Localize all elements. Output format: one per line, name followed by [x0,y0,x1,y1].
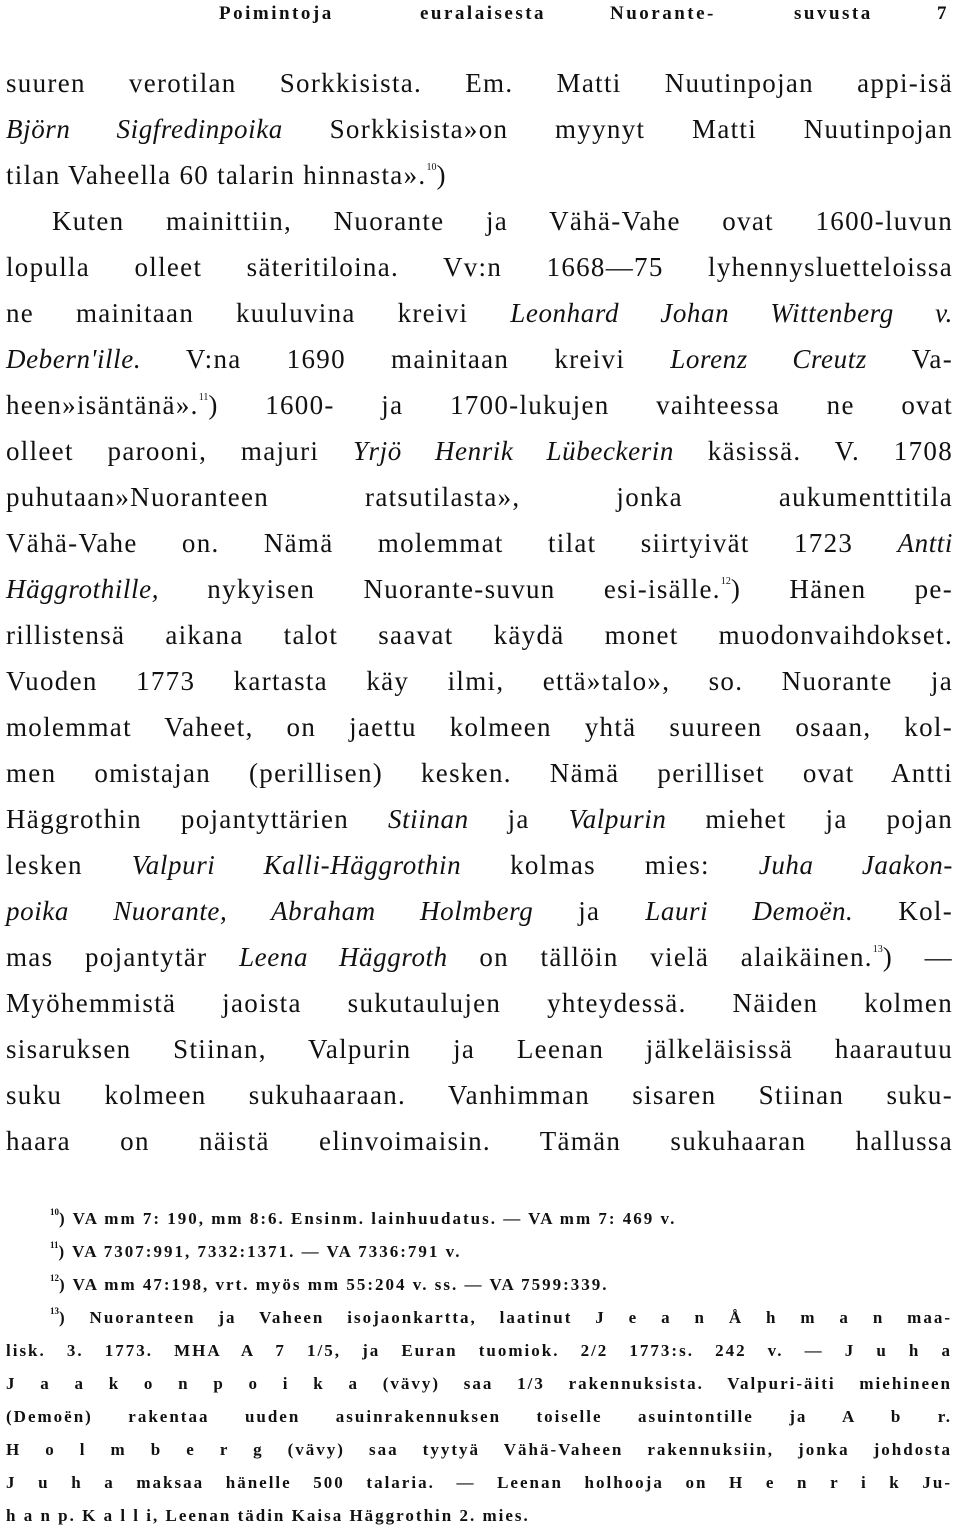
text-run: käsissä. V. 1708 [674,436,953,466]
text-run: Leena Häggroth [239,942,448,972]
footnote-line [0,1202,960,1235]
text-line [0,1026,960,1072]
text-run: poika Nuorante, Abraham Holmberg [6,896,534,926]
text-line [0,382,960,428]
footnote-line [0,1466,960,1499]
text-run: (Demoën) rakentaa uuden asuinrakennuksen toiselle asuintontille ja A b r. [6,1407,952,1426]
footnote-line [0,1400,960,1433]
text-run: men omistajan (perillisen) kesken. Nämä perilliset ovat Antti [6,758,953,788]
text-run: ) Hänen pe- [730,574,954,604]
text-run: Valpuri Kalli-Häggrothin [131,850,462,880]
footnote-ref: 11 [50,1240,59,1250]
text-run: sisaruksen Stiinan, Valpurin ja Leenan jälkeläisissä haarautuu [6,1034,953,1064]
text-run: Stiinan [387,804,469,834]
footnotes [0,1202,960,1532]
text-line [0,888,960,934]
text-run: Häggrothin pojantyttärien [6,804,388,834]
text-run: lisk. 3. 1773. MHA A 7 1/5, ja Euran tuomiok. 2/2 1773:s. 242 v. — J u h a [6,1341,952,1360]
header-word-4: suvusta [794,3,873,24]
text-run: ) VA 7307:991, 7332:1371. — VA 7336:791 v. [58,1242,462,1261]
text-run: ja [468,804,569,834]
running-header [0,0,960,30]
text-line [0,612,960,658]
text-run: Myöhemmistä jaoista sukutaulujen yhteydessä. Näiden kolmen [6,988,953,1018]
text-run: Kuten mainittiin, Nuorante ja Vähä-Vahe ovat 1600-luvun [52,206,953,236]
text-run: heen»isäntänä». [6,390,199,420]
text-line [0,1118,960,1164]
text-line [0,704,960,750]
text-run: mas pojantytär [6,942,240,972]
header-word-2: euralaisesta [420,3,547,24]
text-line [0,474,960,520]
text-line [0,336,960,382]
text-run: Juha Jaakon- [758,850,953,880]
text-run: Vuoden 1773 kartasta käy ilmi, että»talo», so. Nuorante ja [6,666,953,696]
text-run: ja [533,896,646,926]
text-line [0,60,960,106]
text-line [0,658,960,704]
text-run: J a a k o n p o i k a (vävy) saa 1/3 rakennuksista. Valpuri-äiti miehineen [6,1374,952,1393]
header-word-1: Poimintoja [219,3,334,24]
text-run: Debern'ille. [6,344,142,374]
footnote-ref: 13 [50,1306,59,1316]
text-line [0,842,960,888]
text-run: J u h a maksaa hänelle 500 talaria. — Leenan holhooja on H e n r i k Ju- [6,1473,952,1492]
text-run: lesken [6,850,132,880]
main-text [0,60,960,1164]
text-run: ne mainitaan kuuluvina kreivi [6,298,511,328]
text-run: ) [436,160,447,190]
footnote-line [0,1367,960,1400]
text-run: lopulla olleet säteritiloina. Vv:n 1668—75 lyhennysluetteloissa [6,252,953,282]
footnote-ref: 12 [50,1273,59,1283]
text-run: ) VA mm 7: 190, mm 8:6. Ensinm. lainhuudatus. — VA mm 7: 469 v. [59,1209,677,1228]
text-line [0,980,960,1026]
text-run: puhutaan»Nuoranteen ratsutilasta», jonka aukumenttitila [6,482,953,512]
text-run: Leonhard Johan Wittenberg v. [510,298,954,328]
text-run: Antti [897,528,953,558]
text-line [0,244,960,290]
text-run: nykyisen Nuorante-suvun esi-isälle. [159,574,721,604]
text-run: Lorenz Creutz [670,344,867,374]
footnote-line [0,1268,960,1301]
text-run: on tällöin vielä alaikäinen. [447,942,873,972]
footnote-ref: 12 [720,576,731,587]
text-run: tilan Vaheella 60 talarin hinnasta». [6,160,427,190]
text-run: rillistensä aikana talot saavat käydä monet muodonvaihdokset. [6,620,953,650]
text-run: Sorkkisista»on myynyt Matti Nuutinpojan [282,114,953,144]
text-run: h a n p. K a l l i, Leenan tädin Kaisa Häggrothin 2. mies. [6,1506,530,1525]
text-run: molemmat Vaheet, on jaettu kolmeen yhtä suureen osaan, kol- [6,712,953,742]
text-run: kolmas mies: [461,850,759,880]
footnote-line [0,1433,960,1466]
footnote-ref: 10 [426,162,437,173]
footnote-ref: 13 [872,944,883,955]
text-line [0,428,960,474]
footnote-line [0,1301,960,1334]
text-line [0,520,960,566]
footnote-line [0,1334,960,1367]
text-run: miehet ja pojan [666,804,954,834]
text-run: Häggrothille, [6,574,160,604]
text-run: H o l m b e r g (vävy) saa tyytyä Vähä-Vaheen rakennuksiin, jonka johdosta [6,1440,952,1459]
text-run: ) — [882,942,953,972]
text-line [0,566,960,612]
text-run: suku kolmeen sukuhaaraan. Vanhimman sisaren Stiinan suku- [6,1080,953,1110]
text-line [0,106,960,152]
text-line [0,1072,960,1118]
text-line [0,750,960,796]
text-run: haara on näistä elinvoimaisin. Tämän sukuhaaran hallussa [6,1126,953,1156]
footnote-ref: 10 [50,1207,59,1217]
footnote-line [0,1499,960,1532]
text-run: Va- [866,344,953,374]
text-run: V:na 1690 mainitaan kreivi [141,344,671,374]
text-run: olleet parooni, majuri [6,436,353,466]
page-number: 7 [937,3,949,24]
text-run: Valpurin [568,804,667,834]
text-run: ) Nuoranteen ja Vaheen isojaonkartta, laatinut J e a n Å h m a n maa- [59,1308,952,1327]
text-line [0,290,960,336]
header-word-3: Nuorante- [610,3,716,24]
text-line [0,152,960,198]
footnote-line [0,1235,960,1268]
text-run: Björn Sigfredinpoika [6,114,283,144]
text-run: suuren verotilan Sorkkisista. Em. Matti Nuutinpojan appi-isä [6,68,953,98]
text-run: Vähä-Vahe on. Nämä molemmat tilat siirtyivät 1723 [6,528,898,558]
text-run: ) 1600- ja 1700-lukujen vaihteessa ne ovat [208,390,953,420]
footnote-ref: 11 [198,392,209,403]
text-run: Yrjö Henrik Lübeckerin [352,436,675,466]
text-run: Lauri Demoën. [645,896,854,926]
text-line [0,796,960,842]
text-line [0,198,960,244]
text-run: ) VA mm 47:198, vrt. myös mm 55:204 v. ss. — VA 7599:339. [59,1275,609,1294]
text-line [0,934,960,980]
text-run: Kol- [853,896,954,926]
